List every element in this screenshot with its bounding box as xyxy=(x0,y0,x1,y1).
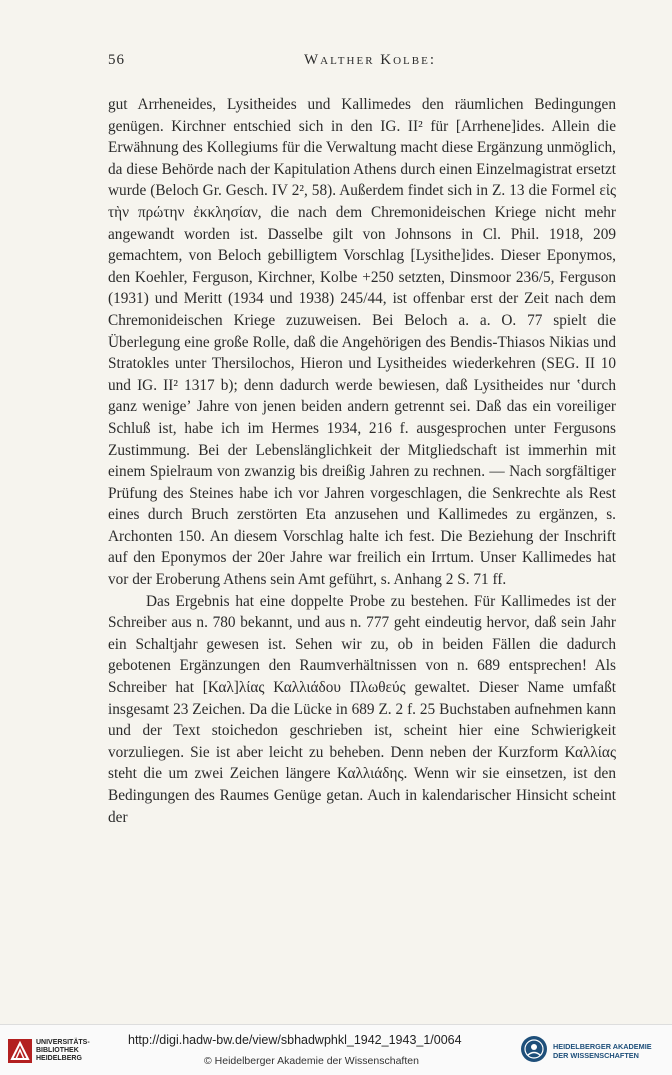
library-line-2: BIBLIOTHEK xyxy=(36,1047,79,1054)
running-head: Walther Kolbe: xyxy=(304,52,436,68)
page-header xyxy=(108,52,616,74)
university-library-name xyxy=(36,1039,106,1063)
library-line-3: HEIDELBERG xyxy=(36,1055,82,1062)
viewer-footer xyxy=(0,1024,672,1075)
library-line-1: UNIVERSITÄTS- xyxy=(36,1039,90,1046)
paragraph-2: Das Ergebnis hat eine doppelte Probe zu bestehen. Für Kallimedes ist der Schreiber aus n. 780 bekannt, und aus n. 777 geht eindeutig hervor, daß sein Jahr ein Schaltjahr gewesen ist. Sehen wir zu, ob in beiden Fällen die dadurch gebotenen Ergänzungen den Raumverhältnissen von n. 689 entsprechen! Als Schreiber hat [Καλ]λίας Καλλιάδου Πλωθεύς gewaltet. Dieser Name umfaßt insgesamt 23 Zeichen. Da die Lücke in 689 Z. 2 f. 25 Buchstaben aufnehmen kann und der Text stoichedon geschrieben ist, scheint hier eine Schwierigkeit vorzuliegen. Sie ist aber leicht zu beheben. Denn neben der Kurzform Καλλίας steht die um zwei Zeichen längere Καλλιάδης. Wenn wir sie einsetzen, ist den Bedingungen des Raumes Genüge getan. Auch in kalendarischer Hinsicht scheint der xyxy=(108,592,616,826)
academy-name xyxy=(553,1042,652,1060)
page-number: 56 xyxy=(108,52,125,68)
academy-seal-icon xyxy=(520,1035,548,1063)
body-text xyxy=(108,94,616,828)
university-library-logo-icon xyxy=(8,1039,32,1063)
academy-line-2: DER WISSENSCHAFTEN xyxy=(553,1051,639,1060)
academy-line-1: HEIDELBERGER AKADEMIE xyxy=(553,1042,652,1051)
paragraph-1: gut Arrheneides, Lysitheides und Kallimedes den räumlichen Bedingungen genügen. Kirchner entschied sich in den IG. II² für [Arrhene]ides. Allein die Erwähnung des Kollegiums für die Verwaltung macht diese Ergänzung unmöglich, da diese Behörde nach der Kapitulation Athens durch einen Einzelmagistrat ersetzt wurde (Beloch Gr. Gesch. IV 2², 58). Außerdem findet sich in Z. 13 die Formel εἰς τὴν πρώτην ἐκκλησίαν, die nach dem Chremonideischen Kriege nicht mehr angewandt worden ist. Dasselbe gilt von Johnsons in Cl. Phil. 1918, 209 gemachtem, von Beloch gebilligtem Vorschlag [Lysithe]ides. Dieser Eponymos, den Koehler, Ferguson, Kirchner, Kolbe +250 setzten, Dinsmoor 236/5, Ferguson (1931) und Meritt (1934 und 1938) 245/44, ist offenbar erst der Zeit nach dem Chremonideischen Kriege zuzuweisen. Bei Beloch a. a. O. 77 spielt die Überlegung eine große Rolle, daß die Angehörigen des Bendis-Thiasos Nikias und Stratokles unter Thersilochos, Hieron und Lysitheides wiederkehren (SEG. II 10 und IG. II² 1317 b); denn dadurch werde bewiesen, daß Lysitheides nur ʽdurch ganz wenigeʼ Jahre von jenen beiden andern getrennt sei. Daß das ein voreiliger Schluß ist, habe ich im Hermes 1934, 216 f. ausgesprochen unter Fergusons Zustimmung. Bei der Lebenslänglichkeit der Mitgliedschaft ist immerhin mit einem Spielraum von zwanzig bis dreißig Jahren zu rechnen. — Nach sorgfältiger Prüfung des Steines habe ich vor Jahren vorgeschlagen, die Senkrechte als Rest eines durch Bruch zerstörten Eta anzusehen und Kallimedes zu ergänzen, s. Archonten 150. An diesem Vorschlag halte ich fest. Die Beziehung der Inschrift auf den Eponymos der 20er Jahre war freilich ein Irrtum. Unser Kallimedes hat vor der Eroberung Athens sein Amt geführt, s. Anhang 2 S. 71 ff. xyxy=(108,96,616,589)
permalink-url[interactable]: http://digi.hadw-bw.de/view/sbhadwphkl_1942_1943_1/0064 xyxy=(128,1033,462,1047)
copyright-notice: © Heidelberger Akademie der Wissenschaften xyxy=(204,1055,419,1067)
